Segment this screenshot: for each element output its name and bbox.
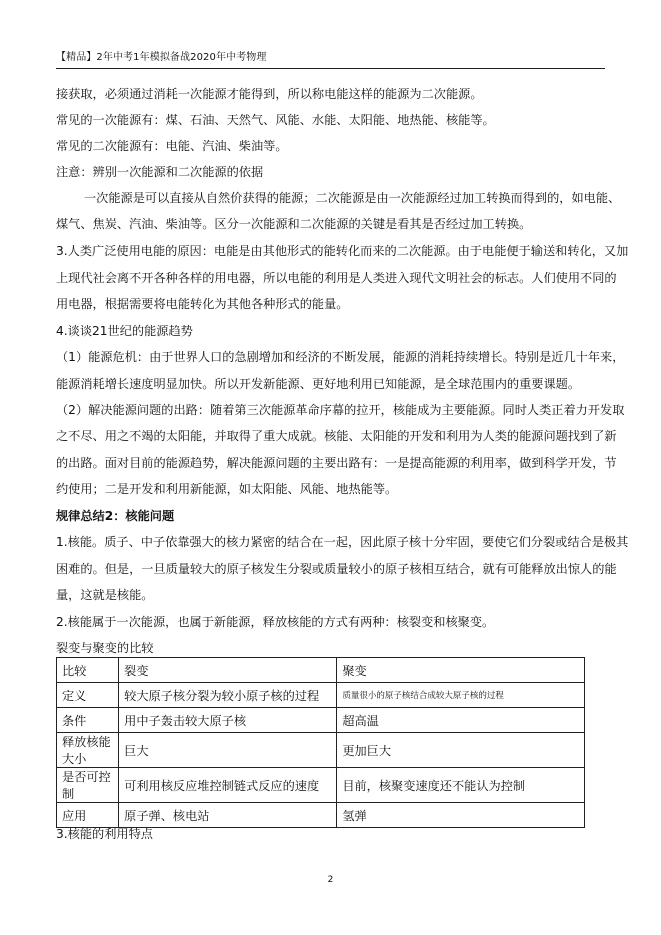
text-line: 2.核能属于一次能源，也属于新能源，释放核能的方式有两种：核裂变和核聚变。 (56, 615, 495, 629)
text-line: 的出路。面对目前的能源趋势，解决能源问题的主要出路有：一是提高能源的利用率，做到科学开发，节 (56, 456, 617, 470)
text-line: 煤气、焦炭、汽油、柴油等。区分一次能源和二次能源的关键是看其是否经过加工转换。 (56, 217, 532, 231)
table-header-cell: 比较 (57, 658, 119, 683)
table-cell: 巨大 (119, 733, 337, 768)
table-cell: 应用 (57, 803, 119, 828)
page-number: 2 (327, 875, 334, 885)
text-line: 注意：辨别一次能源和二次能源的依据 (56, 165, 264, 179)
text-line: （1）能源危机：由于世界人口的急剧增加和经济的不断发展，能源的消耗持续增长。特别是近几十年来， (56, 350, 625, 364)
table-caption: 裂变与聚变的比较 (56, 641, 154, 655)
table-cell: 定义 (57, 683, 119, 708)
text-line: 上现代社会离不开各种各样的用电器，所以电能的利用是人类进入现代文明社会的标志。人们使用不同的 (56, 271, 617, 285)
text-line: 量，这就是核能。 (56, 588, 154, 602)
text-line: 3.核能的利用特点 (56, 827, 153, 841)
table-cell: 是否可控制 (57, 768, 119, 803)
table-cell: 较大原子核分裂为较小原子核的过程 (119, 683, 337, 708)
table-cell: 氢弹 (337, 803, 585, 828)
table-cell: 释放核能大小 (57, 733, 119, 768)
table-row (57, 683, 585, 708)
text-line: 常见的二次能源有：电能、汽油、柴油等。 (56, 139, 288, 153)
comparison-table (56, 657, 585, 828)
table-cell: 更加巨大 (337, 733, 585, 768)
text-line: 3.人类广泛使用电能的原因：电能是由其他形式的能转化而来的二次能源。由于电能便于输送和转化，又加 (56, 244, 629, 258)
section-heading: 规律总结2：核能问题 (56, 509, 175, 523)
table-row (57, 803, 585, 828)
text-line: 能源消耗增长速度明显加快。所以开发新能源、更好地利用已知能源，是全球范围内的重要课题。 (56, 377, 581, 391)
table-cell: 可利用核反应堆控制链式反应的速度 (119, 768, 337, 803)
table-header-cell: 裂变 (119, 658, 337, 683)
text-line: 用电器，根据需要将电能转化为其他各种形式的能量。 (56, 297, 349, 311)
table-cell: 质量很小的原子核结合成较大原子核的过程 (337, 683, 585, 708)
text-line: 4.谈谈21世纪的能源趋势 (56, 324, 193, 338)
table-cell: 用中子轰击较大原子核 (119, 708, 337, 733)
table-cell: 条件 (57, 708, 119, 733)
table-cell: 超高温 (337, 708, 585, 733)
text-line: 常见的一次能源有：煤、石油、天然气、风能、水能、太阳能、地热能、核能等。 (56, 113, 495, 127)
page-header: 【精品】2年中考1年模拟备战2020年中考物理 (56, 52, 267, 63)
table-header-row (57, 658, 585, 683)
table-row (57, 708, 585, 733)
text-line: 之不尽、用之不竭的太阳能，并取得了重大成就。核能、太阳能的开发和利用为人类的能源问题找到了新 (56, 429, 617, 443)
text-line: （2）解决能源问题的出路：随着第三次能源革命序幕的拉开，核能成为主要能源。同时人类正着力开发取 (56, 403, 625, 417)
text-line: 1.核能。质子、中子依靠强大的核力紧密的结合在一起，因此原子核十分牢固，要使它们分裂或结合是极其 (56, 535, 629, 549)
table-cell: 目前，核聚变速度还不能认为控制 (337, 768, 585, 803)
text-line: 困难的。但是，一旦质量较大的原子核发生分裂或质量较小的原子核相互结合，就有可能释放出惊人的能 (56, 562, 617, 576)
table-cell: 原子弹、核电站 (119, 803, 337, 828)
text-line: 一次能源是可以直接从自然价获得的能源；二次能源是由一次能源经过加工转换而得到的，如电能、 (84, 191, 621, 205)
header-rule (56, 68, 605, 69)
text-line: 接获取，必须通过消耗一次能源才能得到，所以称电能这样的能源为二次能源。 (56, 87, 483, 101)
text-line: 约使用；二是开发和利用新能源，如太阳能、风能、地热能等。 (56, 482, 398, 496)
table-row (57, 733, 585, 768)
table-row (57, 768, 585, 803)
table-header-cell: 聚变 (337, 658, 585, 683)
